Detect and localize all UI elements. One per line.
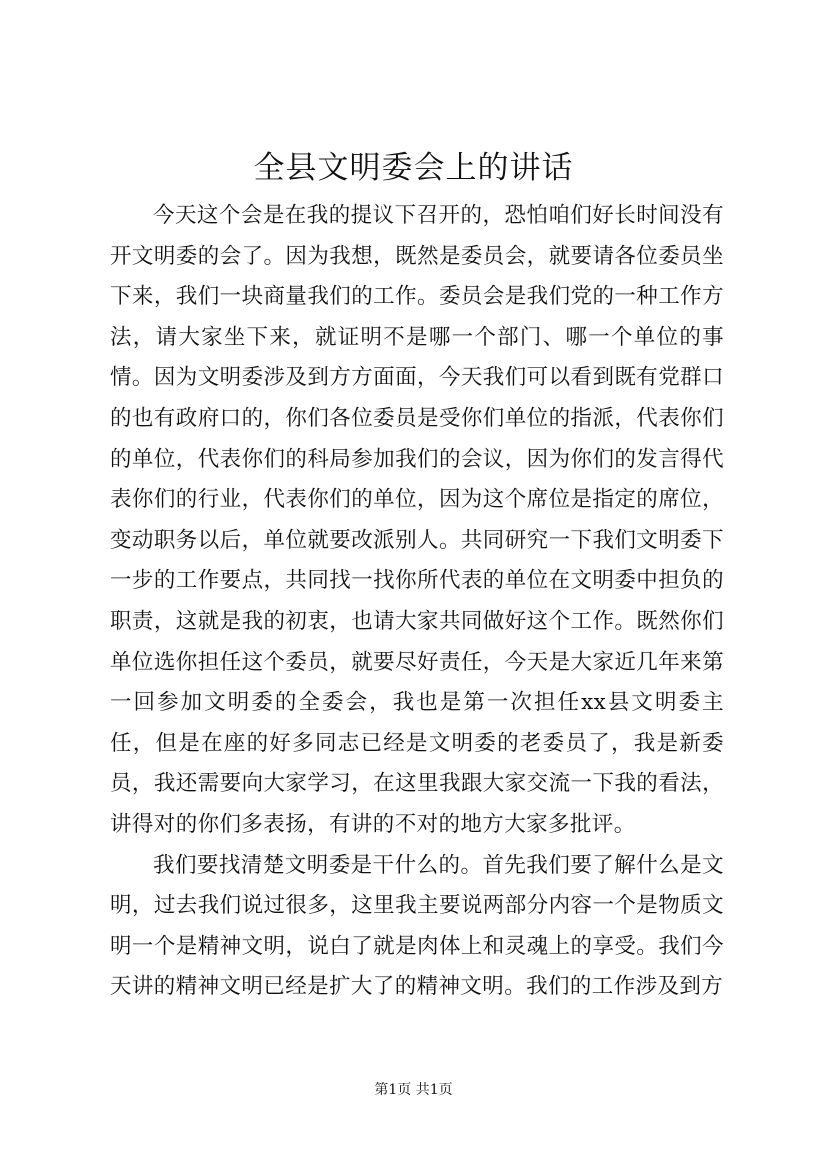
paragraph: 我们要找清楚文明委是干什么的。首先我们要了解什么是文明，过去我们说过很多，这里我主要说两部分内容一个是物质文明一个是精神文明，说白了就是肉体上和灵魂上的享受。我们今天讲的精神文明已经是扩大了的精神文明。我们的工作涉及到方 xyxy=(110,852,724,1000)
page-number-footer: 第1页 共1页 xyxy=(374,1082,453,1098)
paragraph: 今天这个会是在我的提议下召开的，恐怕咱们好长时间没有开文明委的会了。因为我想，既然是委员会，就要请各位委员坐下来，我们一块商量我们的工作。委员会是我们党的一种工作方法，请大家坐下来，就证明不是哪一个部门、哪一个单位的事情。因为文明委涉及到方方面面，今天我们可以看到既有党群口的也有政府口的，你们各位委员是受你们单位的指派，代表你们的单位，代表你们的科局参加我们的会议，因为你们的发言得代表你们的行业，代表你们的单位，因为这个席位是指定的席位，变动职务以后，单位就要改派别人。共同研究一下我们文明委下一步的工作要点，共同找一找你所代表的单位在文明委中担负的职责，这就是我的初衷，也请大家共同做好这个工作。既然你们单位选你担任这个委员，就要尽好责任，今天是大家近几年来第一回参加文明委的全委会，我也是第一次担任xx县文明委主任，但是在座的好多同志已经是文明委的老委员了，我是新委员，我还需要向大家学习，在这里我跟大家交流一下我的看法，讲得对的你们多表扬，有讲的不对的地方大家多批评。 xyxy=(110,203,724,837)
document-title: 全县文明委会上的讲话 xyxy=(253,150,574,186)
document-body xyxy=(110,196,724,1008)
